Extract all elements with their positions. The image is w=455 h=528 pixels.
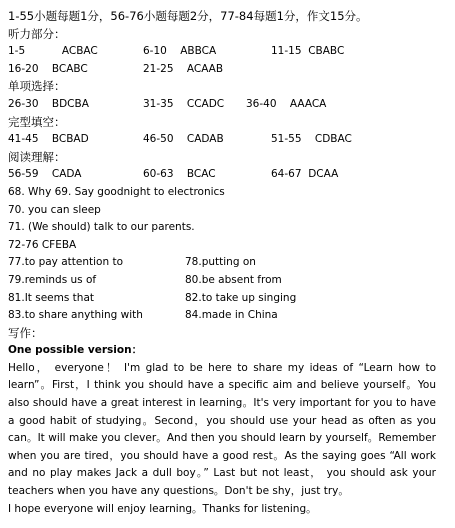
- scoring-note: 1-55小题每题1分，56-76小题每题2分，77-84每题1分，作文15分。: [8, 9, 368, 23]
- answer-letters: CBABC: [308, 45, 345, 58]
- answer-range: 21-25: [143, 62, 174, 75]
- single-choice-row: [8, 96, 448, 114]
- answer-68-69: 68. Why 69. Say goodnight to electronics: [8, 185, 225, 198]
- essay-closing: I hope everyone will enjoy learning。Thanks for listening。: [8, 502, 317, 515]
- answer-range: 6-10: [143, 45, 167, 58]
- answer-group: [246, 96, 326, 114]
- answer-group: [271, 166, 338, 184]
- answer-group: [8, 166, 81, 184]
- answer-80: 80.be absent from: [185, 273, 282, 286]
- answer-79: 79.reminds us of: [8, 273, 97, 286]
- essay-body: Hello， everyone！ I'm glad to be here to share my ideas of “Learn how to learn”。First，I think you should have a specific aim and believe yourself。You also should have a great interest in learning。It's very important for you to have a good habit of studying。Second，you should use your head as often as you can。It will make you clever。And then you should learn by yourself。Remember when you are tired，you should have a good rest。As the saying goes “All work and no play makes Jack a dull boy。” Last but not least， you should ask your teachers when you have any questions。Don't be shy，just try。: [8, 361, 436, 498]
- answer-81: 81.It seems that: [8, 291, 94, 304]
- listening-row-2: [8, 61, 448, 79]
- writing-heading: 写作：: [8, 325, 43, 340]
- answer-range: 36-40: [246, 97, 277, 110]
- answer-range: 64-67: [271, 168, 302, 181]
- fill-in-row-2: [8, 272, 448, 290]
- single-choice-heading: 单项选择：: [8, 79, 66, 94]
- answer-range: 16-20: [8, 62, 39, 75]
- answer-70: 70. you can sleep: [8, 203, 101, 216]
- answer-72-76: 72-76 CFEBA: [8, 238, 77, 251]
- writing-subheading: One possible version：: [8, 344, 143, 357]
- answer-letters: CCADC: [186, 97, 225, 110]
- answer-key-document: [8, 8, 448, 518]
- answer-letters: BDCBA: [51, 97, 89, 110]
- answer-group: [8, 61, 88, 79]
- answer-letters: CADA: [51, 168, 82, 181]
- answer-range: 26-30: [8, 97, 39, 110]
- answer-letters: BCAC: [186, 168, 216, 181]
- reading-heading: 阅读理解：: [8, 149, 66, 164]
- answer-group: [143, 61, 223, 79]
- answer-letters: BCABC: [51, 62, 88, 75]
- answer-82: 82.to take up singing: [185, 291, 297, 304]
- answer-group: [143, 96, 224, 114]
- answer-group: [8, 131, 89, 149]
- answer-group: [271, 43, 344, 61]
- answer-letters: ACBAC: [61, 45, 98, 58]
- answer-letters: CDBAC: [314, 133, 352, 146]
- reading-row: [8, 166, 448, 184]
- answer-range: 60-63: [143, 168, 174, 181]
- cloze-row: [8, 131, 448, 149]
- answer-71: 71. (We should) talk to our parents.: [8, 221, 195, 234]
- answer-group: [143, 43, 216, 61]
- listening-heading: 听力部分：: [8, 26, 66, 41]
- answer-83: 83.to share anything with: [8, 309, 143, 322]
- answer-letters: DCAA: [308, 168, 339, 181]
- answer-letters: AAACA: [289, 97, 327, 110]
- answer-84: 84.made in China: [185, 309, 278, 322]
- answer-range: 56-59: [8, 168, 39, 181]
- answer-range: 11-15: [271, 45, 302, 58]
- cloze-heading: 完型填空：: [8, 114, 66, 129]
- answer-letters: BCBAD: [51, 133, 89, 146]
- listening-row-1: [8, 43, 448, 61]
- answer-range: 51-55: [271, 133, 302, 146]
- fill-in-row-3: [8, 290, 448, 308]
- answer-group: [8, 96, 89, 114]
- answer-letters: CADAB: [186, 133, 224, 146]
- answer-range: 1-5: [8, 45, 26, 58]
- answer-group: [143, 166, 216, 184]
- fill-in-row-4: [8, 307, 448, 325]
- answer-range: 41-45: [8, 133, 39, 146]
- answer-range: 46-50: [143, 133, 174, 146]
- answer-78: 78.putting on: [185, 256, 256, 269]
- answer-77: 77.to pay attention to: [8, 256, 124, 269]
- answer-letters: ACAAB: [186, 62, 224, 75]
- answer-range: 31-35: [143, 97, 174, 110]
- answer-group: [271, 131, 352, 149]
- fill-in-row-1: [8, 254, 448, 272]
- answer-letters: ABBCA: [180, 45, 217, 58]
- answer-group: [143, 131, 224, 149]
- answer-group: [8, 43, 98, 61]
